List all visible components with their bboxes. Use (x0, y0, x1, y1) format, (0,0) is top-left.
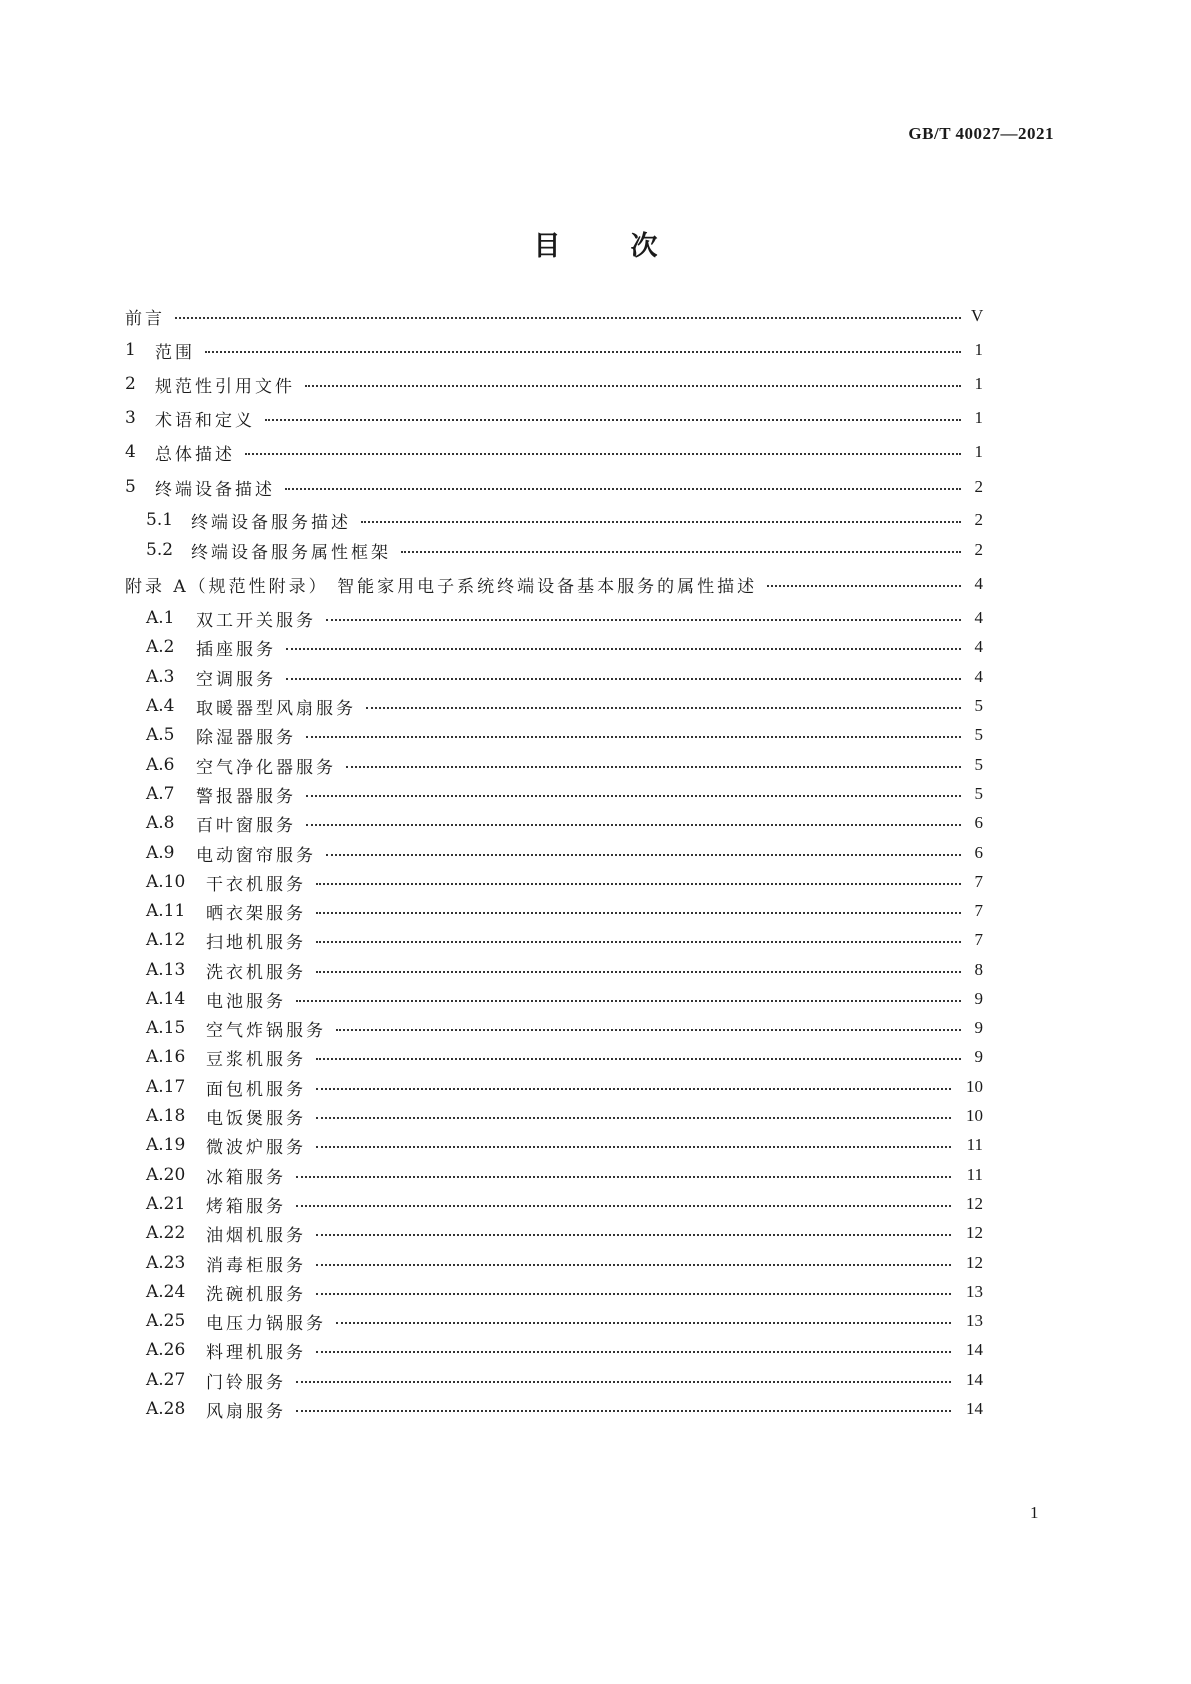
dot-leader (316, 1351, 951, 1353)
toc-entry[interactable] (146, 508, 983, 532)
toc-entry[interactable] (146, 1309, 983, 1333)
toc-entry-page: 4 (974, 667, 983, 686)
toc-entry-number: A.21 (146, 1194, 186, 1214)
toc-entry-label: 烤箱服务 (206, 1196, 286, 1217)
toc-entry-number: A.27 (146, 1370, 186, 1390)
dot-leader (326, 854, 961, 856)
toc-entry-number: A.28 (146, 1399, 186, 1419)
toc-entry-label: 豆浆机服务 (206, 1049, 306, 1070)
toc-entry[interactable] (125, 572, 983, 596)
toc-entry-page: 4 (974, 608, 983, 627)
toc-entry-page: 12 (966, 1194, 983, 1213)
toc-entry-number: A.9 (146, 843, 175, 863)
dot-leader (205, 351, 961, 353)
toc-entry-page: 1 (974, 408, 983, 427)
toc-entry-number: 1 (125, 340, 136, 360)
toc-entry[interactable] (125, 304, 983, 328)
toc-entry[interactable] (146, 1104, 983, 1128)
toc-entry[interactable] (146, 1192, 983, 1216)
toc-entry-number: A.25 (146, 1311, 186, 1331)
toc-entry-label: 洗衣机服务 (206, 962, 306, 983)
toc-entry[interactable] (146, 899, 983, 923)
dot-leader (306, 795, 961, 797)
toc-entry-page: 1 (974, 442, 983, 461)
toc-entry-page: 1 (974, 340, 983, 359)
toc-entry-page: 12 (966, 1253, 983, 1272)
dot-leader (305, 385, 961, 387)
toc-entry[interactable] (125, 338, 983, 362)
dot-leader (366, 707, 961, 709)
toc-entry[interactable] (146, 753, 983, 777)
dot-leader (296, 1381, 951, 1383)
dot-leader (286, 648, 961, 650)
dot-leader (346, 766, 961, 768)
dot-leader (336, 1322, 951, 1324)
toc-entry-label: 空调服务 (196, 669, 276, 690)
toc-entry-page: 5 (974, 696, 983, 715)
toc-entry-label: 空气净化器服务 (196, 757, 336, 778)
toc-entry-label: 洗碗机服务 (206, 1284, 306, 1305)
toc-entry[interactable] (146, 811, 983, 835)
toc-entry-number: A.7 (146, 784, 175, 804)
toc-entry-label: 面包机服务 (206, 1079, 306, 1100)
toc-entry-label: 消毒柜服务 (206, 1255, 306, 1276)
toc-entry-page: 2 (974, 540, 983, 559)
toc-entry-label: 电动窗帘服务 (196, 845, 316, 866)
toc-entry-number: A.20 (146, 1165, 186, 1185)
dot-leader (306, 736, 961, 738)
dot-leader (316, 1146, 951, 1148)
toc-entry-page: 13 (966, 1282, 983, 1301)
toc-entry-page: 13 (966, 1311, 983, 1330)
dot-leader (316, 941, 961, 943)
dot-leader (316, 1293, 951, 1295)
toc-entry-page: 11 (966, 1135, 983, 1154)
toc-entry-page: 12 (966, 1223, 983, 1242)
toc-entry-page: 7 (974, 872, 983, 891)
toc-entry-number: 3 (125, 408, 136, 428)
toc-entry-number: A.26 (146, 1340, 186, 1360)
toc-entry-page: 5 (974, 725, 983, 744)
toc-entry[interactable] (146, 1045, 983, 1069)
toc-entry-label: 电饭煲服务 (206, 1108, 306, 1129)
toc-entry-page: 14 (966, 1399, 983, 1418)
toc-entry-page: 6 (974, 813, 983, 832)
toc-entry-number: A.10 (146, 872, 186, 892)
dot-leader (296, 1205, 951, 1207)
toc-entry[interactable] (146, 1075, 983, 1099)
dot-leader (296, 1000, 961, 1002)
toc-entry-number: A.13 (146, 960, 186, 980)
dot-leader (316, 1264, 951, 1266)
dot-leader (285, 488, 961, 490)
toc-entry-page: 9 (974, 1047, 983, 1066)
dot-leader (326, 619, 961, 621)
toc-entry-label: 冰箱服务 (206, 1167, 286, 1188)
toc-entry-page: 9 (974, 1018, 983, 1037)
toc-entry-number: A.23 (146, 1253, 186, 1273)
toc-entry-page: 14 (966, 1340, 983, 1359)
dot-leader (767, 585, 961, 587)
page-number: 1 (1030, 1503, 1039, 1522)
dot-leader (336, 1029, 961, 1031)
toc-entry[interactable] (146, 1163, 983, 1187)
toc-entry-number: A.4 (146, 696, 175, 716)
toc-entry[interactable] (146, 1133, 983, 1157)
toc-entry[interactable] (146, 928, 983, 952)
toc-entry-number: A.1 (146, 608, 175, 628)
toc-entry[interactable] (146, 665, 983, 689)
toc-entry-number: A.22 (146, 1223, 186, 1243)
toc-entry-page: 7 (974, 930, 983, 949)
dot-leader (316, 1117, 951, 1119)
toc-entry[interactable] (125, 475, 983, 499)
toc-entry-page: 2 (974, 477, 983, 496)
toc-entry[interactable] (146, 1221, 983, 1245)
toc-entry-label: 终端设备服务属性框架 (191, 542, 391, 563)
toc-entry-page: 10 (966, 1106, 983, 1125)
toc-entry[interactable] (125, 372, 983, 396)
dot-leader (306, 824, 961, 826)
toc-entry[interactable] (146, 987, 983, 1011)
toc-entry-page: 10 (966, 1077, 983, 1096)
toc-entry[interactable] (146, 1016, 983, 1040)
toc-entry-page: 1 (974, 374, 983, 393)
toc-entry-page: 6 (974, 843, 983, 862)
toc-entry-label: 终端设备服务描述 (191, 512, 351, 533)
toc-entry-label: 油烟机服务 (206, 1225, 306, 1246)
toc-entry[interactable] (146, 1280, 983, 1304)
dot-leader (316, 1088, 951, 1090)
toc-entry-label: 风扇服务 (206, 1401, 286, 1422)
toc-entry-number: A.16 (146, 1047, 186, 1067)
dot-leader (316, 971, 961, 973)
toc-entry-number: 2 (125, 374, 136, 394)
toc-entry[interactable] (146, 1338, 983, 1362)
toc-entry-page: 5 (974, 784, 983, 803)
toc-entry-label: 微波炉服务 (206, 1137, 306, 1158)
toc-entry-label: 附录 A（规范性附录） 智能家用电子系统终端设备基本服务的属性描述 (125, 576, 758, 597)
toc-entry-label: 规范性引用文件 (155, 376, 295, 397)
toc-entry[interactable] (146, 1251, 983, 1275)
toc-entry-page: 7 (974, 901, 983, 920)
toc-entry-label: 扫地机服务 (206, 932, 306, 953)
toc-entry-label: 双工开关服务 (196, 610, 316, 631)
toc-entry-number: 5 (125, 477, 136, 497)
dot-leader (316, 1058, 961, 1060)
toc-entry-label: 前言 (125, 308, 165, 329)
toc-entry-label: 料理机服务 (206, 1342, 306, 1363)
toc-entry-page: 4 (974, 637, 983, 656)
toc-entry-label: 电池服务 (206, 991, 286, 1012)
toc-entry-label: 电压力锅服务 (206, 1313, 326, 1334)
toc-entry-number: A.17 (146, 1077, 186, 1097)
toc-entry-page: 8 (974, 960, 983, 979)
toc-entry-number: A.5 (146, 725, 175, 745)
toc-entry-label: 术语和定义 (155, 410, 255, 431)
toc-entry-label: 范围 (155, 342, 195, 363)
standard-code: GB/T 40027—2021 (908, 124, 1054, 143)
toc-entry[interactable] (146, 635, 983, 659)
toc-entry[interactable] (146, 606, 983, 630)
toc-entry-label: 终端设备描述 (155, 479, 275, 500)
toc-entry-label: 警报器服务 (196, 786, 296, 807)
toc-entry-number: A.19 (146, 1135, 186, 1155)
toc-entry-label: 总体描述 (155, 444, 235, 465)
toc-entry[interactable] (146, 782, 983, 806)
toc-entry-label: 晒衣架服务 (206, 903, 306, 924)
toc-entry-label: 空气炸锅服务 (206, 1020, 326, 1041)
toc-entry-label: 除湿器服务 (196, 727, 296, 748)
toc-entry[interactable] (146, 694, 983, 718)
toc-entry-page: 2 (974, 510, 983, 529)
toc-entry[interactable] (146, 538, 983, 562)
toc-entry[interactable] (125, 406, 983, 430)
toc-entry-number: A.18 (146, 1106, 186, 1126)
dot-leader (296, 1410, 951, 1412)
toc-entry-page: 5 (974, 755, 983, 774)
toc-entry-number: A.12 (146, 930, 186, 950)
dot-leader (316, 912, 961, 914)
page-title: 目次 (533, 231, 728, 262)
toc-entry-label: 干衣机服务 (206, 874, 306, 895)
dot-leader (361, 521, 961, 523)
toc-entry[interactable] (146, 841, 983, 865)
toc-entry-page: 9 (974, 989, 983, 1008)
toc-entry-page: V (971, 306, 984, 325)
toc-entry[interactable] (146, 870, 983, 894)
dot-leader (296, 1176, 951, 1178)
toc-entry-page: 11 (966, 1165, 983, 1184)
toc-entry[interactable] (146, 723, 983, 747)
toc-entry-page: 14 (966, 1370, 983, 1389)
toc-entry-number: 5.2 (146, 540, 174, 560)
toc-entry-label: 百叶窗服务 (196, 815, 296, 836)
toc-entry-number: A.24 (146, 1282, 186, 1302)
toc-entry-number: A.8 (146, 813, 175, 833)
toc-entry[interactable] (146, 1368, 983, 1392)
toc-entry-page: 4 (974, 574, 983, 593)
toc-entry-number: A.11 (146, 901, 186, 921)
toc-entry-number: A.15 (146, 1018, 186, 1038)
toc-entry-number: 5.1 (146, 510, 174, 530)
toc-entry-number: A.3 (146, 667, 175, 687)
toc-entry-label: 插座服务 (196, 639, 276, 660)
dot-leader (316, 883, 961, 885)
toc-entry[interactable] (146, 1397, 983, 1421)
dot-leader (245, 453, 961, 455)
toc-entry-number: 4 (125, 442, 136, 462)
toc-entry-label: 取暖器型风扇服务 (196, 698, 356, 719)
toc-entry[interactable] (146, 958, 983, 982)
toc-entry-number: A.2 (146, 637, 175, 657)
toc-entry[interactable] (125, 440, 983, 464)
dot-leader (401, 551, 961, 553)
toc-entry-number: A.14 (146, 989, 186, 1009)
dot-leader (175, 317, 961, 319)
toc-entry-number: A.6 (146, 755, 175, 775)
dot-leader (265, 419, 961, 421)
dot-leader (316, 1234, 951, 1236)
toc-entry-label: 门铃服务 (206, 1372, 286, 1393)
dot-leader (286, 678, 961, 680)
